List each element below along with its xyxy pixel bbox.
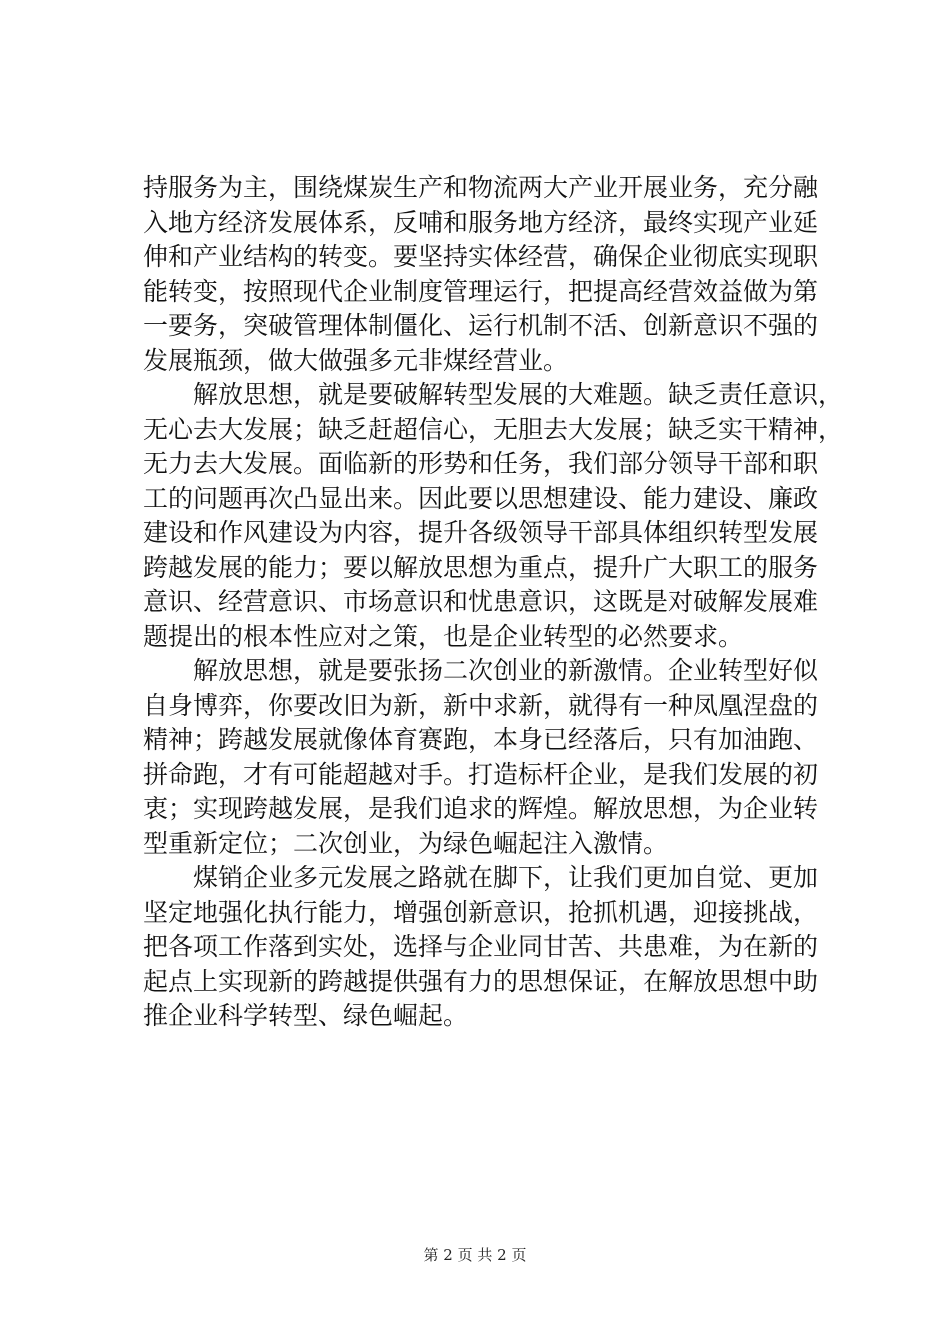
- text-line: 坚定地强化执行能力，增强创新意识，抢抓机遇，迎接挑战，: [143, 897, 819, 927]
- text-line: 能转变，按照现代企业制度管理运行，把提高经营效益做为第: [143, 276, 819, 306]
- text-line: 衷；实现跨越发展，是我们追求的辉煌。解放思想，为企业转: [143, 794, 819, 823]
- text-line: 型重新定位；二次创业，为绿色崛起注入激情。: [143, 828, 669, 858]
- text-line: 意识、经营意识、市场意识和忧患意识，这既是对破解发展难: [143, 587, 819, 616]
- paragraph: [143, 378, 843, 654]
- text-line: 精神；跨越发展就像体育赛跑，本身已经落后，只有加油跑、: [143, 725, 819, 754]
- text-line: 无心去大发展；缺乏赶超信心，无胆去大发展；缺乏实干精神，: [143, 414, 844, 444]
- document-body: [143, 171, 843, 1034]
- paragraph: [143, 861, 843, 1034]
- paragraph: [143, 171, 843, 378]
- page-footer: 第 2 页 共 2 页: [423, 1246, 527, 1264]
- text-line: 题提出的根本性应对之策，也是企业转型的必然要求。: [143, 621, 744, 651]
- text-line: 煤销企业多元发展之路就在脚下，让我们更加自觉、更加: [193, 863, 819, 892]
- text-line: 工的问题再次凸显出来。因此要以思想建设、能力建设、廉政: [143, 483, 819, 513]
- text-line: 一要务，突破管理体制僵化、运行机制不活、创新意识不强的: [143, 311, 819, 340]
- text-line: 把各项工作落到实处，选择与企业同甘苦、共患难，为在新的: [143, 932, 819, 961]
- text-line: 起点上实现新的跨越提供强有力的思想保证，在解放思想中助: [143, 966, 819, 996]
- text-line: 推企业科学转型、绿色崛起。: [143, 1001, 469, 1030]
- text-line: 无力去大发展。面临新的形势和任务，我们部分领导干部和职: [143, 449, 819, 478]
- text-line: 解放思想，就是要张扬二次创业的新激情。企业转型好似: [193, 656, 819, 685]
- text-line: 发展瓶颈，做大做强多元非煤经营业。: [143, 345, 569, 375]
- text-line: 解放思想，就是要破解转型发展的大难题。缺乏责任意识，: [193, 380, 844, 409]
- paragraph: [143, 654, 843, 861]
- text-line: 入地方经济发展体系，反哺和服务地方经济，最终实现产业延: [143, 207, 819, 237]
- text-line: 伸和产业结构的转变。要坚持实体经营，确保企业彻底实现职: [143, 242, 819, 271]
- text-line: 拼命跑，才有可能超越对手。打造标杆企业，是我们发展的初: [143, 759, 819, 789]
- text-line: 自身博弈，你要改旧为新，新中求新，就得有一种凤凰涅盘的: [143, 690, 819, 720]
- text-line: 建设和作风建设为内容，提升各级领导干部具体组织转型发展: [143, 518, 819, 547]
- text-line: 持服务为主，围绕煤炭生产和物流两大产业开展业务，充分融: [143, 173, 819, 202]
- text-line: 跨越发展的能力；要以解放思想为重点，提升广大职工的服务: [143, 552, 819, 582]
